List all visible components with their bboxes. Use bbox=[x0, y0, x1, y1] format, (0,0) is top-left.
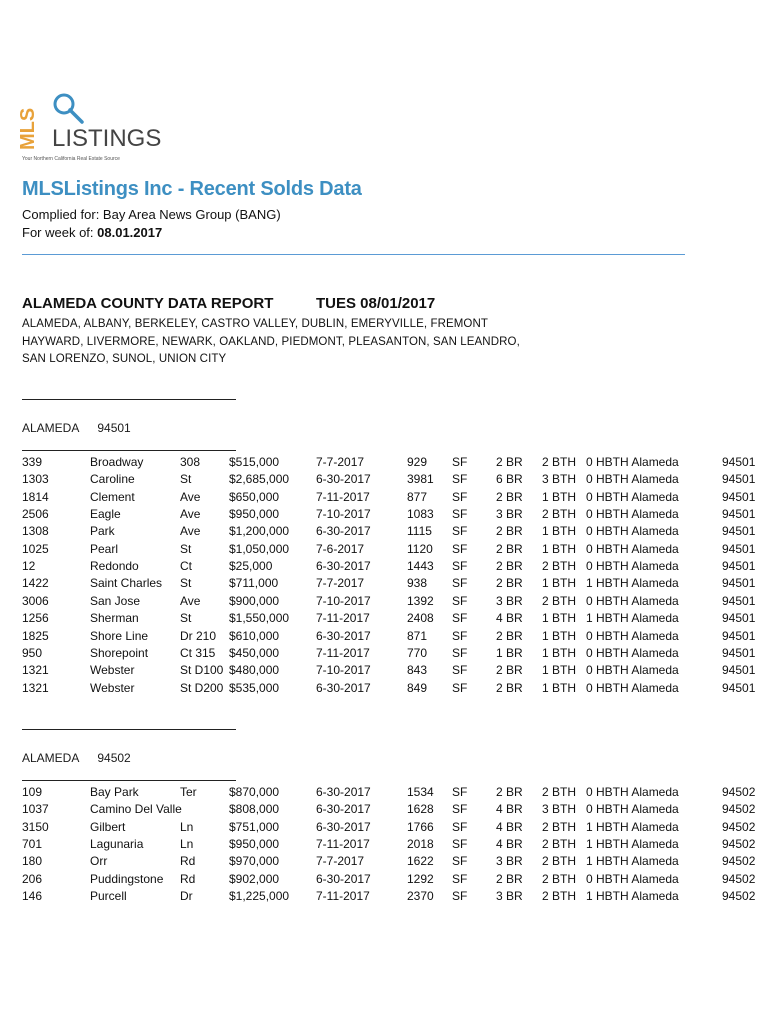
zip-code: 94502 bbox=[722, 889, 756, 904]
street-number: 1037 bbox=[22, 802, 49, 817]
bathrooms: 1 BTH bbox=[542, 576, 577, 591]
report-title: ALAMEDA COUNTY DATA REPORT bbox=[22, 295, 274, 312]
street-name: Broadway bbox=[90, 455, 144, 469]
street-name: Camino Del Valle bbox=[90, 802, 182, 817]
sale-date: 7-7-2017 bbox=[316, 854, 365, 869]
half-baths-city: 1 HBTH Alameda bbox=[586, 889, 679, 904]
unit: SF bbox=[452, 541, 468, 556]
half-baths-city: 1 HBTH Alameda bbox=[586, 819, 679, 834]
street-name: Clement bbox=[90, 489, 135, 504]
street-name: Redondo bbox=[90, 559, 139, 574]
bathrooms: 3 BTH bbox=[542, 472, 577, 487]
section-city: ALAMEDA bbox=[22, 751, 80, 765]
half-baths-city: 0 HBTH Alameda bbox=[586, 628, 679, 643]
unit: SF bbox=[452, 889, 468, 904]
bedrooms: 2 BR bbox=[496, 628, 523, 643]
unit: SF bbox=[452, 455, 468, 469]
half-baths-city: 0 HBTH Alameda bbox=[586, 785, 679, 799]
zip-code: 94502 bbox=[722, 802, 756, 817]
zip-code: 94501 bbox=[722, 559, 756, 574]
half-baths-city: 1 HBTH Alameda bbox=[586, 576, 679, 591]
table-row bbox=[0, 490, 768, 507]
square-feet: 2370 bbox=[407, 889, 434, 904]
street-name: Bay Park bbox=[90, 785, 139, 799]
street-name: Orr bbox=[90, 854, 108, 869]
sale-date: 6-30-2017 bbox=[316, 628, 371, 643]
sale-price: $950,000 bbox=[229, 507, 280, 522]
street-number: 3006 bbox=[22, 593, 49, 608]
bedrooms: 3 BR bbox=[496, 889, 523, 904]
cities-line-1: ALAMEDA, ALBANY, BERKELEY, CASTRO VALLEY, DUBLIN, EMERYVILLE, FREMONT bbox=[22, 318, 489, 330]
section-zip: 94501 bbox=[97, 421, 131, 435]
section-heading bbox=[22, 421, 131, 435]
street-number: 1303 bbox=[22, 472, 49, 487]
sale-price: $1,225,000 bbox=[229, 889, 290, 904]
logo-mls-text: MLS bbox=[17, 107, 39, 150]
street-name: Purcell bbox=[90, 889, 127, 904]
table-row bbox=[0, 663, 768, 680]
bedrooms: 2 BR bbox=[496, 663, 523, 678]
bedrooms: 2 BR bbox=[496, 680, 523, 695]
sale-date: 6-30-2017 bbox=[316, 559, 371, 574]
sale-date: 7-7-2017 bbox=[316, 455, 365, 469]
street-suffix: Ln bbox=[180, 837, 194, 852]
report-date: TUES 08/01/2017 bbox=[316, 295, 436, 312]
unit: SF bbox=[452, 593, 468, 608]
zip-code: 94502 bbox=[722, 837, 756, 852]
bedrooms: 1 BR bbox=[496, 645, 523, 660]
street-suffix: Ln bbox=[180, 819, 194, 834]
sale-date: 7-10-2017 bbox=[316, 593, 371, 608]
table-row bbox=[0, 472, 768, 489]
sale-date: 6-30-2017 bbox=[316, 802, 371, 817]
street-suffix: Ave bbox=[180, 489, 201, 504]
table-row bbox=[0, 576, 768, 593]
square-feet: 1115 bbox=[407, 524, 432, 539]
sale-price: $970,000 bbox=[229, 854, 280, 869]
sale-date: 7-11-2017 bbox=[316, 645, 370, 660]
square-feet: 1083 bbox=[407, 507, 434, 522]
bathrooms: 1 BTH bbox=[542, 663, 577, 678]
sale-price: $2,685,000 bbox=[229, 472, 290, 487]
bathrooms: 2 BTH bbox=[542, 559, 577, 574]
unit: SF bbox=[452, 802, 468, 817]
half-baths-city: 0 HBTH Alameda bbox=[586, 472, 679, 487]
street-suffix: Ave bbox=[180, 524, 201, 539]
street-suffix: Ct bbox=[180, 559, 192, 574]
sale-price: $751,000 bbox=[229, 819, 280, 834]
header-divider bbox=[22, 254, 685, 255]
street-suffix: Ave bbox=[180, 593, 201, 608]
street-number: 1825 bbox=[22, 628, 49, 643]
sale-date: 7-11-2017 bbox=[316, 889, 370, 904]
bathrooms: 2 BTH bbox=[542, 593, 577, 608]
bedrooms: 2 BR bbox=[496, 455, 523, 469]
square-feet: 1392 bbox=[407, 593, 434, 608]
street-number: 12 bbox=[22, 559, 36, 574]
unit: SF bbox=[452, 663, 468, 678]
street-number: 206 bbox=[22, 871, 43, 886]
street-suffix: Ter bbox=[180, 785, 197, 799]
bedrooms: 3 BR bbox=[496, 593, 523, 608]
bathrooms: 2 BTH bbox=[542, 507, 577, 522]
street-name: Caroline bbox=[90, 472, 135, 487]
bathrooms: 2 BTH bbox=[542, 785, 577, 799]
section-top-rule bbox=[22, 399, 236, 400]
street-name: Lagunaria bbox=[90, 837, 144, 852]
zip-code: 94501 bbox=[722, 645, 756, 660]
bedrooms: 4 BR bbox=[496, 802, 523, 817]
zip-code: 94501 bbox=[722, 541, 756, 556]
section-bottom-rule bbox=[22, 780, 236, 781]
unit: SF bbox=[452, 628, 468, 643]
table-row bbox=[0, 681, 768, 698]
square-feet: 929 bbox=[407, 455, 428, 469]
sale-price: $950,000 bbox=[229, 837, 280, 852]
week-label: For week of: bbox=[22, 225, 98, 240]
sale-date: 6-30-2017 bbox=[316, 871, 371, 886]
half-baths-city: 1 HBTH Alameda bbox=[586, 837, 679, 852]
half-baths-city: 0 HBTH Alameda bbox=[586, 663, 679, 678]
section-top-rule bbox=[22, 729, 236, 730]
table-row bbox=[0, 785, 768, 802]
sale-price: $1,200,000 bbox=[229, 524, 290, 539]
section-heading bbox=[22, 751, 131, 765]
sale-date: 6-30-2017 bbox=[316, 472, 371, 487]
table-row bbox=[0, 854, 768, 871]
zip-code: 94501 bbox=[722, 524, 756, 539]
square-feet: 770 bbox=[407, 645, 428, 660]
zip-code: 94501 bbox=[722, 593, 756, 608]
bedrooms: 3 BR bbox=[496, 854, 523, 869]
zip-code: 94502 bbox=[722, 785, 756, 799]
bathrooms: 2 BTH bbox=[542, 455, 577, 469]
sale-price: $650,000 bbox=[229, 489, 280, 504]
sale-price: $480,000 bbox=[229, 663, 280, 678]
bathrooms: 2 BTH bbox=[542, 854, 577, 869]
bathrooms: 1 BTH bbox=[542, 645, 577, 660]
bedrooms: 6 BR bbox=[496, 472, 523, 487]
week-of bbox=[22, 225, 162, 240]
street-name: Park bbox=[90, 524, 115, 539]
table-row bbox=[0, 507, 768, 524]
street-suffix: Dr bbox=[180, 889, 193, 904]
street-name: Webster bbox=[90, 663, 135, 678]
report-heading bbox=[22, 295, 436, 312]
zip-code: 94501 bbox=[722, 455, 756, 469]
street-number: 1422 bbox=[22, 576, 49, 591]
sale-price: $610,000 bbox=[229, 628, 280, 643]
square-feet: 1628 bbox=[407, 802, 434, 817]
zip-code: 94501 bbox=[722, 628, 756, 643]
unit: SF bbox=[452, 871, 468, 886]
unit: SF bbox=[452, 854, 468, 869]
section-bottom-rule bbox=[22, 450, 236, 451]
street-number: 1308 bbox=[22, 524, 49, 539]
street-name: San Jose bbox=[90, 593, 141, 608]
table-row bbox=[0, 646, 768, 663]
unit: SF bbox=[452, 507, 468, 522]
street-name: Eagle bbox=[90, 507, 121, 522]
sale-price: $450,000 bbox=[229, 645, 280, 660]
square-feet: 1766 bbox=[407, 819, 434, 834]
zip-code: 94502 bbox=[722, 819, 756, 834]
sale-date: 7-7-2017 bbox=[316, 576, 365, 591]
sale-price: $515,000 bbox=[229, 455, 280, 469]
square-feet: 1534 bbox=[407, 785, 434, 799]
street-number: 109 bbox=[22, 785, 43, 799]
sale-date: 6-30-2017 bbox=[316, 524, 371, 539]
sale-date: 7-6-2017 bbox=[316, 541, 365, 556]
bathrooms: 1 BTH bbox=[542, 628, 577, 643]
sale-price: $1,050,000 bbox=[229, 541, 290, 556]
zip-code: 94501 bbox=[722, 576, 756, 591]
bedrooms: 2 BR bbox=[496, 541, 523, 556]
section-city: ALAMEDA bbox=[22, 421, 80, 435]
mlslistings-logo bbox=[17, 92, 162, 164]
street-number: 180 bbox=[22, 854, 43, 869]
half-baths-city: 0 HBTH Alameda bbox=[586, 871, 679, 886]
zip-code: 94501 bbox=[722, 663, 756, 678]
street-suffix: St D100 bbox=[180, 663, 224, 678]
street-suffix: St bbox=[180, 472, 192, 487]
street-suffix: Rd bbox=[180, 871, 196, 886]
sale-date: 6-30-2017 bbox=[316, 785, 371, 799]
street-number: 1256 bbox=[22, 611, 49, 626]
bathrooms: 2 BTH bbox=[542, 819, 577, 834]
cities-line-3: SAN LORENZO, SUNOL, UNION CITY bbox=[22, 353, 227, 365]
bathrooms: 1 BTH bbox=[542, 680, 577, 695]
street-name: Shorepoint bbox=[90, 645, 149, 660]
square-feet: 1120 bbox=[407, 541, 433, 556]
bathrooms: 1 BTH bbox=[542, 489, 577, 504]
half-baths-city: 1 HBTH Alameda bbox=[586, 611, 679, 626]
bathrooms: 1 BTH bbox=[542, 611, 577, 626]
bedrooms: 4 BR bbox=[496, 837, 523, 852]
sale-date: 6-30-2017 bbox=[316, 680, 371, 695]
unit: SF bbox=[452, 611, 468, 626]
half-baths-city: 0 HBTH Alameda bbox=[586, 802, 679, 817]
bedrooms: 2 BR bbox=[496, 576, 523, 591]
street-number: 146 bbox=[22, 889, 43, 904]
street-number: 1814 bbox=[22, 489, 49, 504]
logo-listings-text: LISTINGS bbox=[52, 125, 162, 152]
sale-price: $808,000 bbox=[229, 802, 280, 817]
unit: SF bbox=[452, 472, 468, 487]
bedrooms: 3 BR bbox=[496, 507, 523, 522]
half-baths-city: 0 HBTH Alameda bbox=[586, 593, 679, 608]
compiled-for: Complied for: Bay Area News Group (BANG) bbox=[22, 207, 281, 222]
table-row bbox=[0, 820, 768, 837]
sale-date: 7-10-2017 bbox=[316, 507, 371, 522]
street-suffix: Ave bbox=[180, 507, 201, 522]
street-number: 339 bbox=[22, 455, 43, 469]
half-baths-city: 0 HBTH Alameda bbox=[586, 455, 679, 469]
sale-date: 7-11-2017 bbox=[316, 611, 370, 626]
bedrooms: 4 BR bbox=[496, 611, 523, 626]
square-feet: 1443 bbox=[407, 559, 434, 574]
unit: SF bbox=[452, 559, 468, 574]
square-feet: 3981 bbox=[407, 472, 434, 487]
unit: SF bbox=[452, 524, 468, 539]
street-name: Webster bbox=[90, 680, 135, 695]
zip-code: 94501 bbox=[722, 472, 756, 487]
street-name: Puddingstone bbox=[90, 871, 164, 886]
half-baths-city: 0 HBTH Alameda bbox=[586, 559, 679, 574]
street-number: 1025 bbox=[22, 541, 49, 556]
street-suffix: St bbox=[180, 611, 192, 626]
sale-price: $25,000 bbox=[229, 559, 273, 574]
half-baths-city: 0 HBTH Alameda bbox=[586, 507, 679, 522]
street-name: Pearl bbox=[90, 541, 119, 556]
street-suffix: St bbox=[180, 576, 192, 591]
square-feet: 2018 bbox=[407, 837, 434, 852]
street-number: 1321 bbox=[22, 663, 49, 678]
sale-price: $711,000 bbox=[229, 576, 279, 591]
table-row bbox=[0, 889, 768, 906]
unit: SF bbox=[452, 680, 468, 695]
bathrooms: 2 BTH bbox=[542, 837, 577, 852]
section-zip: 94502 bbox=[97, 751, 131, 765]
bathrooms: 3 BTH bbox=[542, 802, 577, 817]
table-row bbox=[0, 542, 768, 559]
sale-date: 7-10-2017 bbox=[316, 663, 371, 678]
square-feet: 877 bbox=[407, 489, 428, 504]
street-number: 701 bbox=[22, 837, 43, 852]
square-feet: 1622 bbox=[407, 854, 434, 869]
sale-price: $1,550,000 bbox=[229, 611, 290, 626]
sale-price: $902,000 bbox=[229, 871, 280, 886]
bedrooms: 2 BR bbox=[496, 559, 523, 574]
bathrooms: 1 BTH bbox=[542, 524, 577, 539]
table-row bbox=[0, 629, 768, 646]
sale-price: $870,000 bbox=[229, 785, 280, 799]
bedrooms: 4 BR bbox=[496, 819, 523, 834]
half-baths-city: 0 HBTH Alameda bbox=[586, 489, 679, 504]
sale-price: $535,000 bbox=[229, 680, 280, 695]
street-suffix: St D200 bbox=[180, 680, 224, 695]
zip-code: 94502 bbox=[722, 854, 756, 869]
street-suffix: Rd bbox=[180, 854, 196, 869]
table-row bbox=[0, 872, 768, 889]
bedrooms: 2 BR bbox=[496, 871, 523, 886]
street-name: Saint Charles bbox=[90, 576, 163, 591]
bedrooms: 2 BR bbox=[496, 489, 523, 504]
table-row bbox=[0, 802, 768, 819]
half-baths-city: 0 HBTH Alameda bbox=[586, 680, 679, 695]
square-feet: 938 bbox=[407, 576, 428, 591]
table-row bbox=[0, 455, 768, 472]
street-suffix: St bbox=[180, 541, 192, 556]
unit: SF bbox=[452, 837, 468, 852]
logo-tagline: Your Northern California Real Estate Source bbox=[22, 156, 120, 162]
sale-date: 7-11-2017 bbox=[316, 837, 370, 852]
bedrooms: 2 BR bbox=[496, 785, 523, 799]
square-feet: 849 bbox=[407, 680, 428, 695]
zip-code: 94501 bbox=[722, 507, 756, 522]
street-name: Shore Line bbox=[90, 628, 149, 643]
unit: SF bbox=[452, 785, 468, 799]
unit: SF bbox=[452, 645, 468, 660]
half-baths-city: 0 HBTH Alameda bbox=[586, 541, 679, 556]
table-row bbox=[0, 524, 768, 541]
bedrooms: 2 BR bbox=[496, 524, 523, 539]
unit: SF bbox=[452, 489, 468, 504]
street-number: 950 bbox=[22, 645, 43, 660]
street-number: 1321 bbox=[22, 680, 49, 695]
half-baths-city: 0 HBTH Alameda bbox=[586, 645, 679, 660]
half-baths-city: 0 HBTH Alameda bbox=[586, 524, 679, 539]
square-feet: 2408 bbox=[407, 611, 434, 626]
unit: SF bbox=[452, 576, 468, 591]
street-name: Gilbert bbox=[90, 819, 126, 834]
street-suffix: Ct 315 bbox=[180, 645, 216, 660]
square-feet: 1292 bbox=[407, 871, 434, 886]
sale-price: $900,000 bbox=[229, 593, 280, 608]
street-suffix: Dr 210 bbox=[180, 628, 217, 643]
zip-code: 94501 bbox=[722, 489, 756, 504]
street-number: 3150 bbox=[22, 819, 49, 834]
half-baths-city: 1 HBTH Alameda bbox=[586, 854, 679, 869]
square-feet: 843 bbox=[407, 663, 428, 678]
sale-date: 6-30-2017 bbox=[316, 819, 371, 834]
unit: SF bbox=[452, 819, 468, 834]
zip-code: 94501 bbox=[722, 611, 756, 626]
zip-code: 94501 bbox=[722, 680, 756, 695]
week-value: 08.01.2017 bbox=[97, 225, 163, 240]
street-name: Sherman bbox=[90, 611, 139, 626]
table-row bbox=[0, 611, 768, 628]
street-number: 2506 bbox=[22, 507, 49, 522]
sale-date: 7-11-2017 bbox=[316, 489, 370, 504]
street-suffix: 308 bbox=[180, 455, 201, 469]
bathrooms: 2 BTH bbox=[542, 889, 577, 904]
bathrooms: 1 BTH bbox=[542, 541, 577, 556]
square-feet: 871 bbox=[407, 628, 428, 643]
table-row bbox=[0, 559, 768, 576]
cities-line-2: HAYWARD, LIVERMORE, NEWARK, OAKLAND, PIEDMONT, PLEASANTON, SAN LEANDRO, bbox=[22, 336, 520, 348]
table-row bbox=[0, 594, 768, 611]
page-title: MLSListings Inc - Recent Solds Data bbox=[22, 178, 362, 200]
zip-code: 94502 bbox=[722, 871, 756, 886]
bathrooms: 2 BTH bbox=[542, 871, 577, 886]
table-row bbox=[0, 837, 768, 854]
